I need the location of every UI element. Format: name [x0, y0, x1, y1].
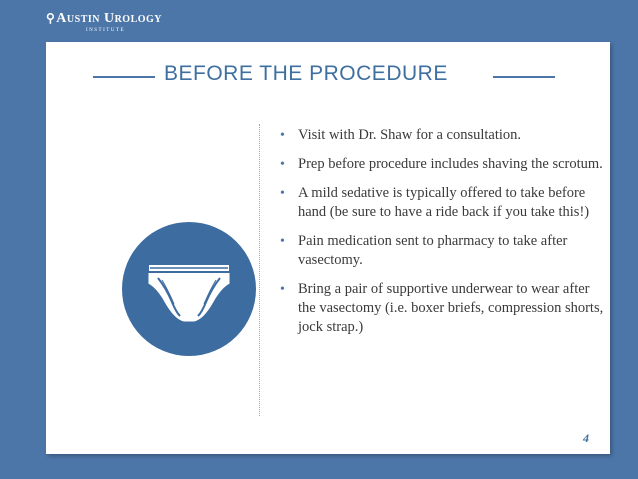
bullet-text: A mild sedative is typically offered to take before hand (be sure to have a ride back if you take this!) [298, 185, 590, 220]
list-item [278, 280, 608, 337]
bullet-list [278, 126, 608, 347]
title-row [46, 60, 610, 90]
list-item [278, 184, 608, 222]
bullet-icon: • [280, 157, 285, 172]
title-rule-right [493, 76, 555, 78]
logo-name [46, 10, 162, 27]
slide-title: BEFORE THE PROCEDURE [164, 62, 448, 85]
bullet-text: Bring a pair of supportive underwear to wear after the vasectomy (i.e. boxer briefs, compression shorts, jock strap.) [298, 281, 604, 335]
bullet-text: Pain medication sent to pharmacy to take after vasectomy. [298, 233, 568, 268]
underwear-icon-circle [122, 222, 256, 356]
bullet-icon: • [280, 128, 285, 143]
bullet-icon: • [280, 234, 285, 249]
logo-mark-icon: ⚲ [46, 11, 56, 25]
vertical-divider [259, 124, 260, 416]
bullet-text: Visit with Dr. Shaw for a consultation. [298, 127, 522, 143]
slide-card [46, 42, 610, 454]
list-item [278, 232, 608, 270]
list-item [278, 155, 608, 174]
bullet-icon: • [280, 186, 285, 201]
logo-subtitle: INSTITUTE [86, 28, 126, 33]
logo [46, 10, 162, 34]
underwear-icon [122, 222, 256, 356]
logo-text: Austin Urology [56, 11, 163, 26]
bullet-text: Prep before procedure includes shaving the scrotum. [298, 156, 603, 172]
bullet-icon: • [280, 282, 285, 297]
list-item [278, 126, 608, 145]
page-number: 4 [578, 430, 594, 446]
title-rule-left [93, 76, 155, 78]
